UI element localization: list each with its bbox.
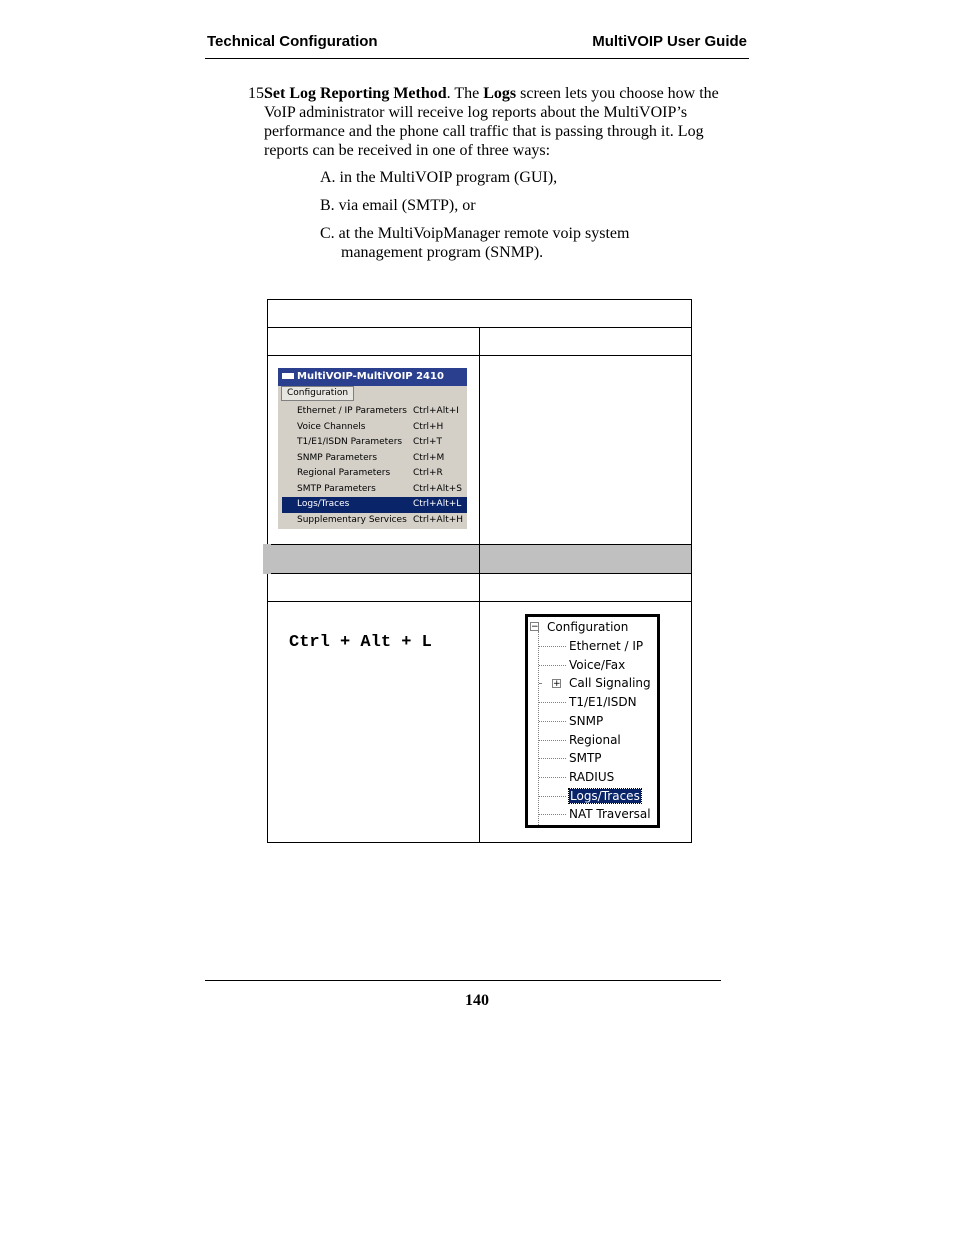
- menu-item[interactable]: [282, 435, 467, 451]
- menu-item-label: Logs/Traces: [297, 499, 350, 509]
- gray-header-cell-2: [479, 545, 691, 574]
- configuration-menu-screenshot: [278, 368, 467, 529]
- menu-item-label: Ethernet / IP Parameters: [297, 406, 407, 416]
- menu-item[interactable]: [282, 451, 467, 467]
- tree-item-ethernet-ip[interactable]: [569, 638, 643, 654]
- collapse-icon[interactable]: −: [531, 622, 539, 632]
- tree-item-voice-fax[interactable]: [569, 657, 625, 673]
- step-text-1: . The: [446, 85, 484, 102]
- menu-item-shortcut: Ctrl+Alt+S: [413, 483, 462, 494]
- tree-item-label: Regional: [569, 732, 621, 747]
- tree-connector-line: [539, 702, 566, 703]
- tree-item-t1-e1-isdn[interactable]: [569, 694, 637, 710]
- app-icon: [282, 373, 294, 379]
- tree-connector-line: [539, 665, 566, 666]
- menu-item[interactable]: [282, 420, 467, 436]
- menu-item-shortcut: Ctrl+Alt+H: [413, 514, 464, 525]
- tree-item-label: T1/E1/ISDN: [569, 695, 637, 710]
- footer-rule: [205, 980, 721, 981]
- tree-item-label: Call Signaling: [569, 676, 651, 691]
- tree-item-radius[interactable]: [569, 769, 614, 785]
- tree-item-regional[interactable]: [569, 732, 621, 748]
- tree-item-snmp[interactable]: [569, 713, 603, 729]
- tree-connector-line: [539, 777, 566, 778]
- gray-header-cell-1: [267, 545, 479, 574]
- tree-connector-line: [539, 683, 541, 684]
- table-header-cell-2: [479, 328, 691, 356]
- tree-item-label: Ethernet / IP: [569, 639, 644, 653]
- option-b: B. via email (SMTP), or: [320, 197, 476, 214]
- menu-item-shortcut: Ctrl+Alt+I: [413, 406, 459, 416]
- tree-connector-line: [539, 721, 566, 722]
- option-c-line-2: management program (SNMP).: [341, 244, 544, 261]
- menu-item-shortcut: Ctrl+Alt+L: [413, 499, 462, 509]
- tree-item-label: SNMP: [569, 713, 604, 728]
- tree-item-label: Voice/Fax: [569, 657, 626, 672]
- keyboard-shortcut: Ctrl + Alt + L: [289, 633, 432, 652]
- tree-connector-line: [539, 758, 566, 759]
- configuration-tree-screenshot: [525, 614, 660, 828]
- header-section-title: Technical Configuration: [207, 33, 378, 50]
- table-title-cell: [267, 300, 692, 328]
- tree-item-label: RADIUS: [569, 769, 615, 784]
- tree-connector-line: [539, 646, 566, 647]
- step-body: [264, 84, 750, 160]
- tree-item-smtp[interactable]: [569, 750, 602, 766]
- menu-item-shortcut: Ctrl+R: [413, 468, 443, 478]
- step-number: 15.: [248, 85, 268, 102]
- logs-word: Logs: [483, 85, 517, 102]
- tree-connector-line: [539, 814, 566, 815]
- menu-item-label: SNMP Parameters: [297, 452, 378, 463]
- step-paragraph: [248, 84, 750, 160]
- menubar: [278, 386, 467, 401]
- menu-item-label: SMTP Parameters: [297, 483, 376, 494]
- menu-item[interactable]: [282, 513, 467, 529]
- menu-item-label: Regional Parameters: [297, 468, 391, 478]
- option-c-line-1: C. at the MultiVoipManager remote voip system: [320, 225, 630, 242]
- tree-connector-line: [539, 796, 566, 797]
- menu-item[interactable]: [282, 482, 467, 498]
- menu-item-label: T1/E1/ISDN Parameters: [297, 437, 403, 447]
- menu-item-logs-traces[interactable]: [282, 497, 467, 513]
- page-number: 140: [465, 992, 489, 1009]
- header-guide-title: MultiVOIP User Guide: [592, 33, 747, 50]
- menu-item-shortcut: Ctrl+M: [413, 452, 445, 463]
- tree-item-call-signaling[interactable]: [569, 675, 651, 691]
- menu-item[interactable]: [282, 404, 467, 420]
- menu-item-label: Supplementary Services: [297, 514, 407, 525]
- tree-root-configuration[interactable]: [547, 619, 628, 635]
- tree-item-label: SMTP: [569, 751, 602, 766]
- tree-item-logs-traces[interactable]: [569, 788, 641, 804]
- sub-header-cell-2: [479, 574, 691, 602]
- tree-item-label: NAT Traversal: [569, 807, 651, 822]
- step-text-2: screen lets you choose how the VoIP administrator will receive log reports about the MultiVOIP’s performance and the phone call traffic that is passing through it. Log reports can be received in one of three ways:: [264, 85, 719, 159]
- table-header-cell-1: [267, 328, 479, 356]
- menu-item-shortcut: Ctrl+T: [413, 437, 443, 447]
- tree-item-nat-traversal[interactable]: [569, 806, 651, 822]
- option-c: [320, 224, 680, 262]
- menu-window-titlebar: [278, 368, 467, 386]
- empty-cell: [479, 356, 691, 545]
- menu-items: [282, 404, 467, 528]
- expand-icon[interactable]: +: [553, 679, 561, 690]
- tree-connector-line: [539, 740, 566, 741]
- step-title: Set Log Reporting Method: [264, 85, 447, 102]
- menu-item[interactable]: [282, 466, 467, 482]
- tree-item-label: Logs/Traces: [570, 788, 640, 803]
- menu-item-label: Voice Channels: [297, 421, 366, 432]
- header-rule: [205, 58, 749, 59]
- menu-window-title: MultiVOIP-MultiVOIP 2410: [297, 371, 444, 382]
- tree-root-label: Configuration: [547, 620, 629, 634]
- menubar-configuration[interactable]: Configuration: [281, 386, 354, 401]
- sub-header-cell-1: [267, 574, 479, 602]
- option-a: A. in the MultiVOIP program (GUI),: [320, 169, 558, 186]
- menu-item-shortcut: Ctrl+H: [413, 421, 444, 432]
